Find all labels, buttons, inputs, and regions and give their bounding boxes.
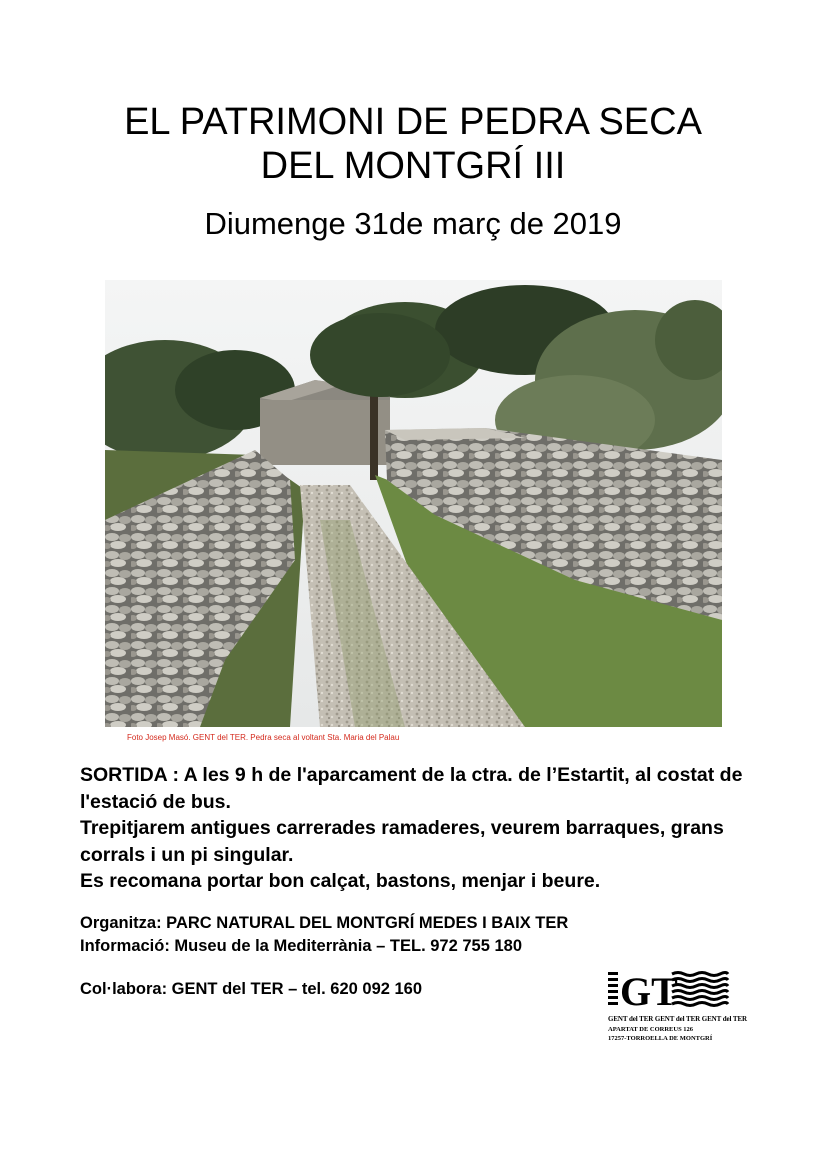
event-date: Diumenge 31de març de 2019: [204, 206, 622, 241]
details-line-route: Trepitjarem antigues carrerades ramaderes, veurem barraques, grans corrals i un pi singular.: [80, 817, 724, 866]
collaborator-line: Col·labora: GENT del TER – tel. 620 092 160: [80, 980, 423, 998]
logo-text-town: 17257-TORROELLA DE MONTGRÍ: [608, 1035, 713, 1042]
title-line-2: DEL MONTGRÍ III: [260, 145, 566, 187]
gent-del-ter-logo: [606, 968, 747, 1048]
gt-logo-mark: [606, 968, 730, 1010]
logo-text-gent-del-ter: GENT del TER GENT del TER GENT del TER: [608, 1015, 747, 1023]
logo-text-po-box: APARTAT DE CORREUS 126: [608, 1026, 694, 1033]
svg-text:GT: GT: [620, 969, 678, 1010]
event-details: [80, 762, 760, 895]
title-line-1: EL PATRIMONI DE PEDRA SECA: [124, 101, 702, 143]
details-line-recommendation: Es recomana portar bon calçat, bastons, menjar i beure.: [80, 870, 601, 892]
photo-caption: Foto Josep Masó. GENT del TER. Pedra seca al voltant Sta. Maria del Palau: [127, 733, 400, 742]
details-line-departure: SORTIDA : A les 9 h de l'aparcament de la ctra. de l’Estartit, al costat de l'estació de bus.: [80, 764, 743, 813]
organizer-line: Organitza: PARC NATURAL DEL MONTGRÍ MEDES I BAIX TER: [80, 914, 569, 932]
organization-info: [80, 912, 568, 958]
dry-stone-path-photo: [105, 280, 722, 727]
information-line: Informació: Museu de la Mediterrània – TEL. 972 755 180: [80, 937, 522, 955]
